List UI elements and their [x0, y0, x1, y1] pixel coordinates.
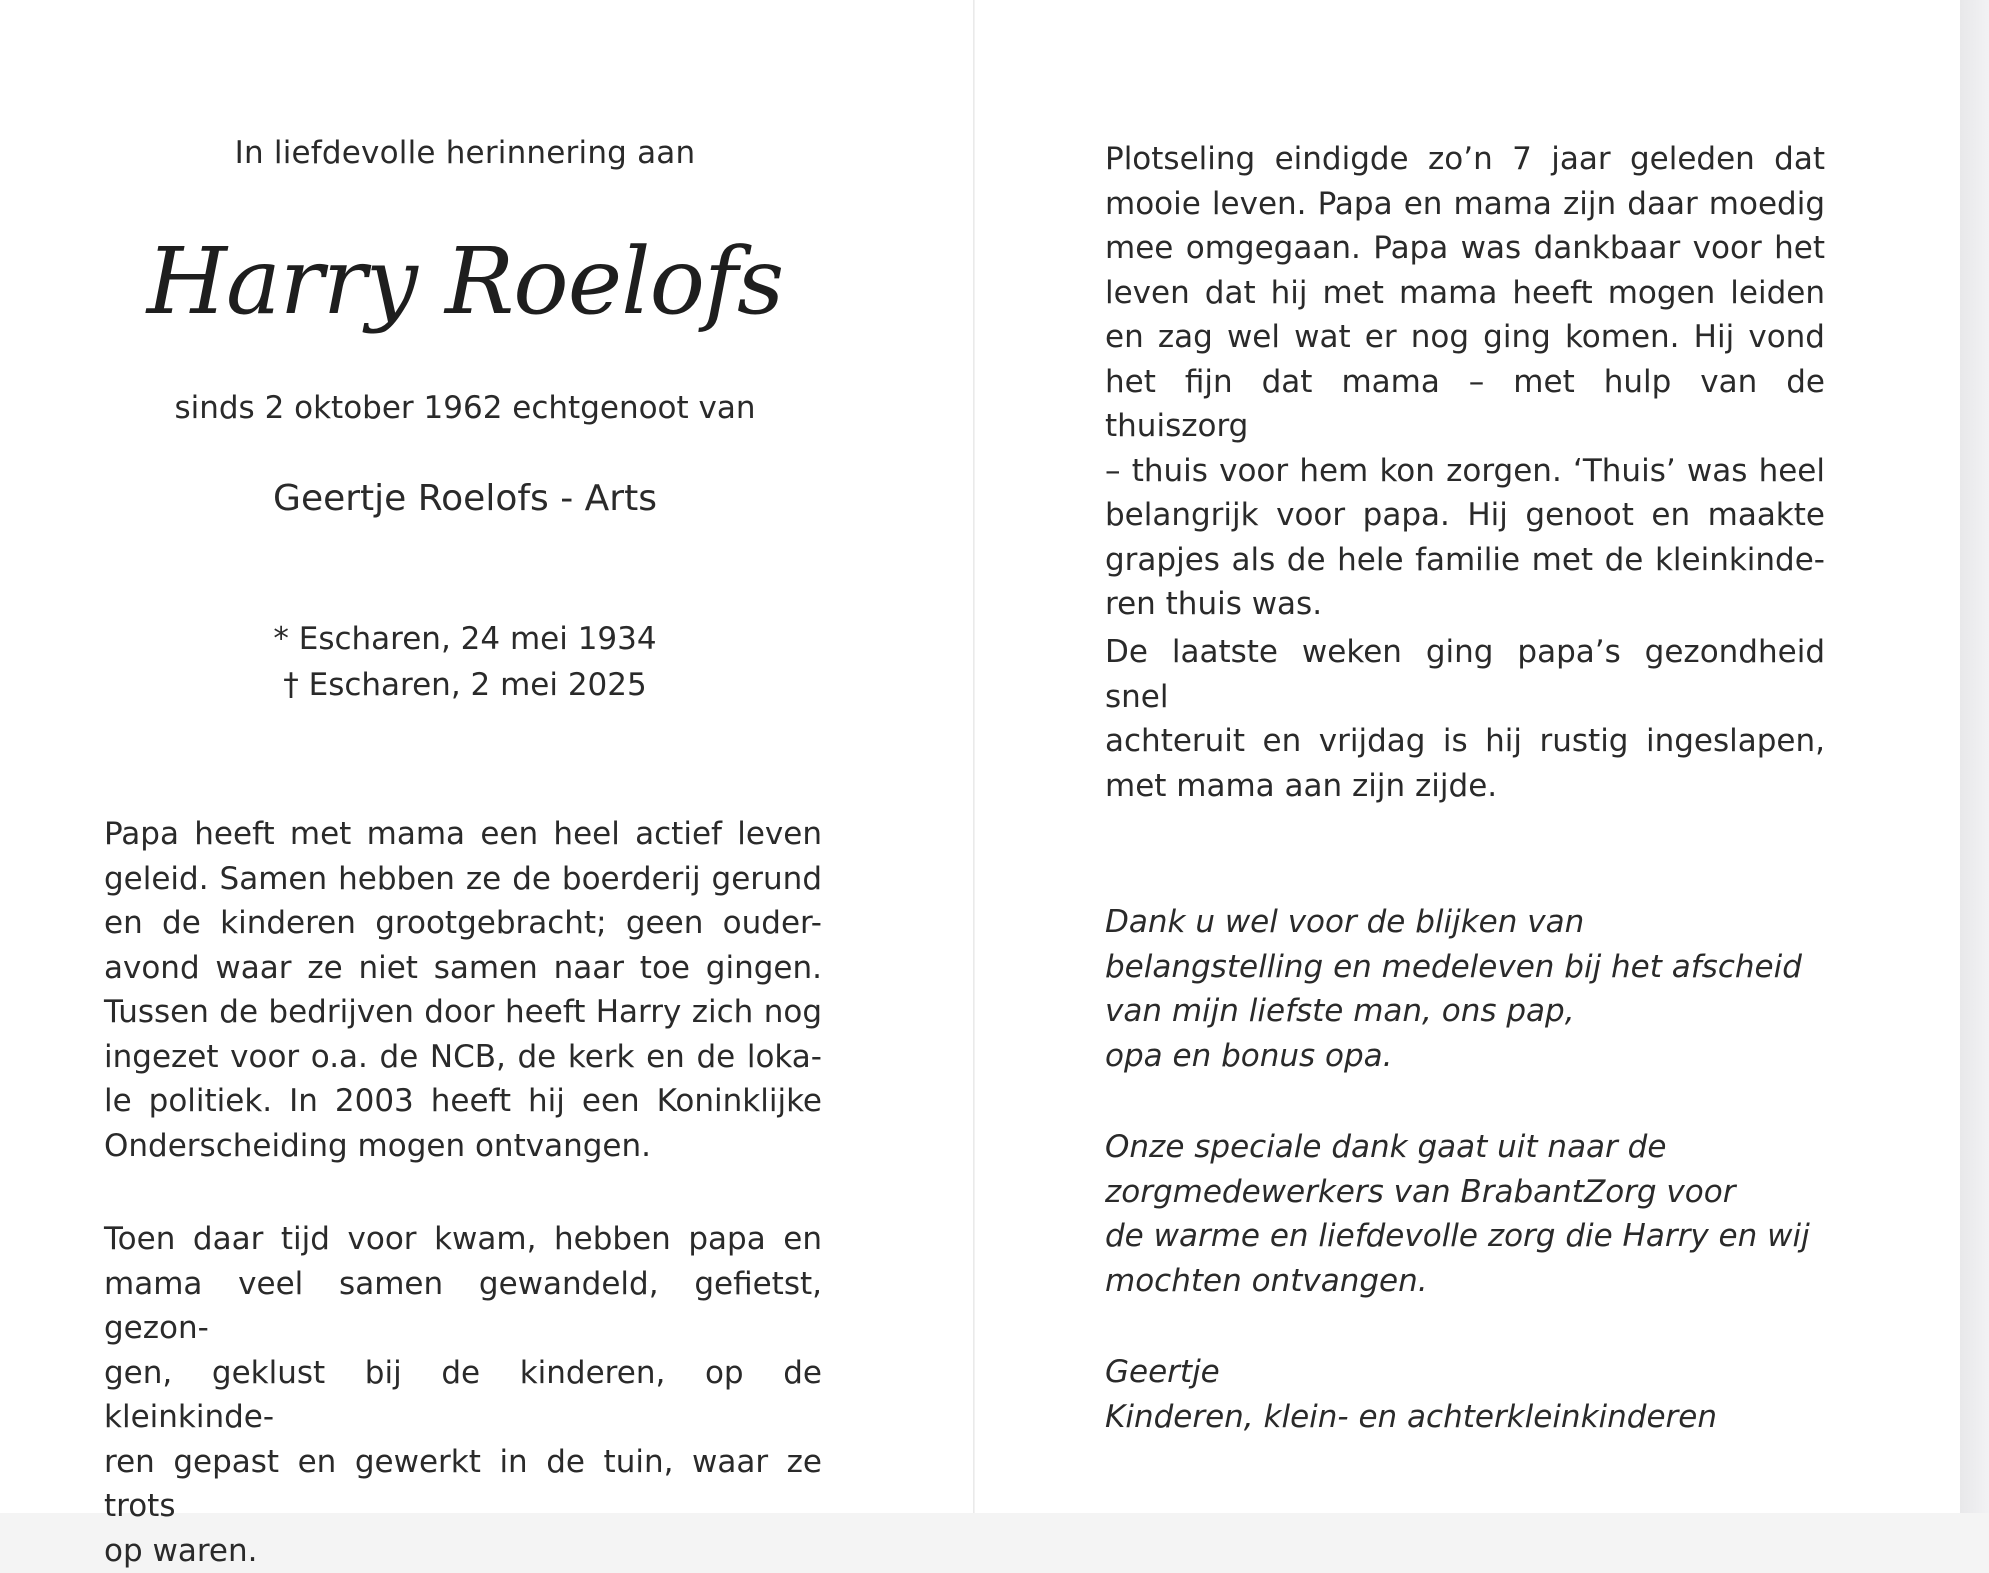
biography-paragraph-2	[104, 1217, 822, 1573]
death-line: † Escharen, 2 mei 2025	[0, 662, 930, 708]
text-line: en de kinderen grootgebracht; geen ouder-	[104, 901, 822, 946]
scan-edge	[1960, 0, 1989, 1513]
text-line: mee omgegaan. Papa was dankbaar voor het	[1105, 226, 1825, 271]
text-line: ren gepast en gewerkt in de tuin, waar ze trots	[104, 1440, 822, 1529]
text-line: Onze speciale dank gaat uit naar de	[1105, 1125, 1865, 1170]
text-line: leven dat hij met mama heeft mogen leiden	[1105, 271, 1825, 316]
text-line: grapjes als de hele familie met de kleinkinde-	[1105, 538, 1825, 583]
text-line: de warme en liefdevolle zorg die Harry en wij	[1105, 1214, 1865, 1259]
text-line: De laatste weken ging papa’s gezondheid snel	[1105, 630, 1825, 719]
text-line: Papa heeft met mama een heel actief leven	[104, 812, 822, 857]
text-line: belangstelling en medeleven bij het afscheid	[1105, 945, 1865, 990]
text-line: Toen daar tijd voor kwam, hebben papa en	[104, 1217, 822, 1262]
thank-you-paragraph-2	[1105, 1125, 1865, 1303]
text-line: en zag wel wat er nog ging komen. Hij vond	[1105, 315, 1825, 360]
story-paragraph-1	[1105, 137, 1825, 627]
text-line: met mama aan zijn zijde.	[1105, 764, 1825, 809]
text-line: mochten ontvangen.	[1105, 1259, 1865, 1304]
text-line: Onderscheiding mogen ontvangen.	[104, 1124, 822, 1169]
biography-paragraph-1	[104, 812, 822, 1168]
story-paragraph-2	[1105, 630, 1825, 808]
birth-line: * Escharen, 24 mei 1934	[0, 616, 930, 662]
text-line: ren thuis was.	[1105, 582, 1825, 627]
text-line: van mijn liefste man, ons pap,	[1105, 989, 1865, 1034]
text-line: mooie leven. Papa en mama zijn daar moedig	[1105, 182, 1825, 227]
text-line: belangrijk voor papa. Hij genoot en maakte	[1105, 493, 1825, 538]
thank-you-paragraph-1	[1105, 900, 1865, 1078]
spouse-name: Geertje Roelofs - Arts	[0, 478, 930, 519]
signoff-name: Geertje	[1105, 1350, 1865, 1395]
signoff	[1105, 1350, 1865, 1439]
left-page	[0, 0, 973, 1513]
marriage-text: sinds 2 oktober 1962 echtgenoot van	[0, 390, 930, 426]
text-line: le politiek. In 2003 heeft hij een Koninklijke	[104, 1079, 822, 1124]
life-dates	[0, 616, 930, 708]
text-line: – thuis voor hem kon zorgen. ‘Thuis’ was heel	[1105, 449, 1825, 494]
deceased-name: Harry Roelofs	[0, 228, 930, 335]
text-line: mama veel samen gewandeld, gefietst, gezon-	[104, 1262, 822, 1351]
text-line: opa en bonus opa.	[1105, 1034, 1865, 1079]
text-line: ingezet voor o.a. de NCB, de kerk en de loka-	[104, 1035, 822, 1080]
text-line: op waren.	[104, 1529, 822, 1573]
text-line: Plotseling eindigde zo’n 7 jaar geleden dat	[1105, 137, 1825, 182]
text-line: Dank u wel voor de blijken van	[1105, 900, 1865, 945]
text-line: Tussen de bedrijven door heeft Harry zich nog	[104, 990, 822, 1035]
text-line: achteruit en vrijdag is hij rustig ingeslapen,	[1105, 719, 1825, 764]
text-line: geleid. Samen hebben ze de boerderij gerund	[104, 857, 822, 902]
text-line: gen, geklust bij de kinderen, op de kleinkinde-	[104, 1351, 822, 1440]
text-line: het fijn dat mama – met hulp van de thuiszorg	[1105, 360, 1825, 449]
intro-text: In liefdevolle herinnering aan	[0, 135, 930, 171]
text-line: zorgmedewerkers van BrabantZorg voor	[1105, 1170, 1865, 1215]
text-line: avond waar ze niet samen naar toe gingen.	[104, 946, 822, 991]
signoff-family: Kinderen, klein- en achterkleinkinderen	[1105, 1395, 1865, 1440]
